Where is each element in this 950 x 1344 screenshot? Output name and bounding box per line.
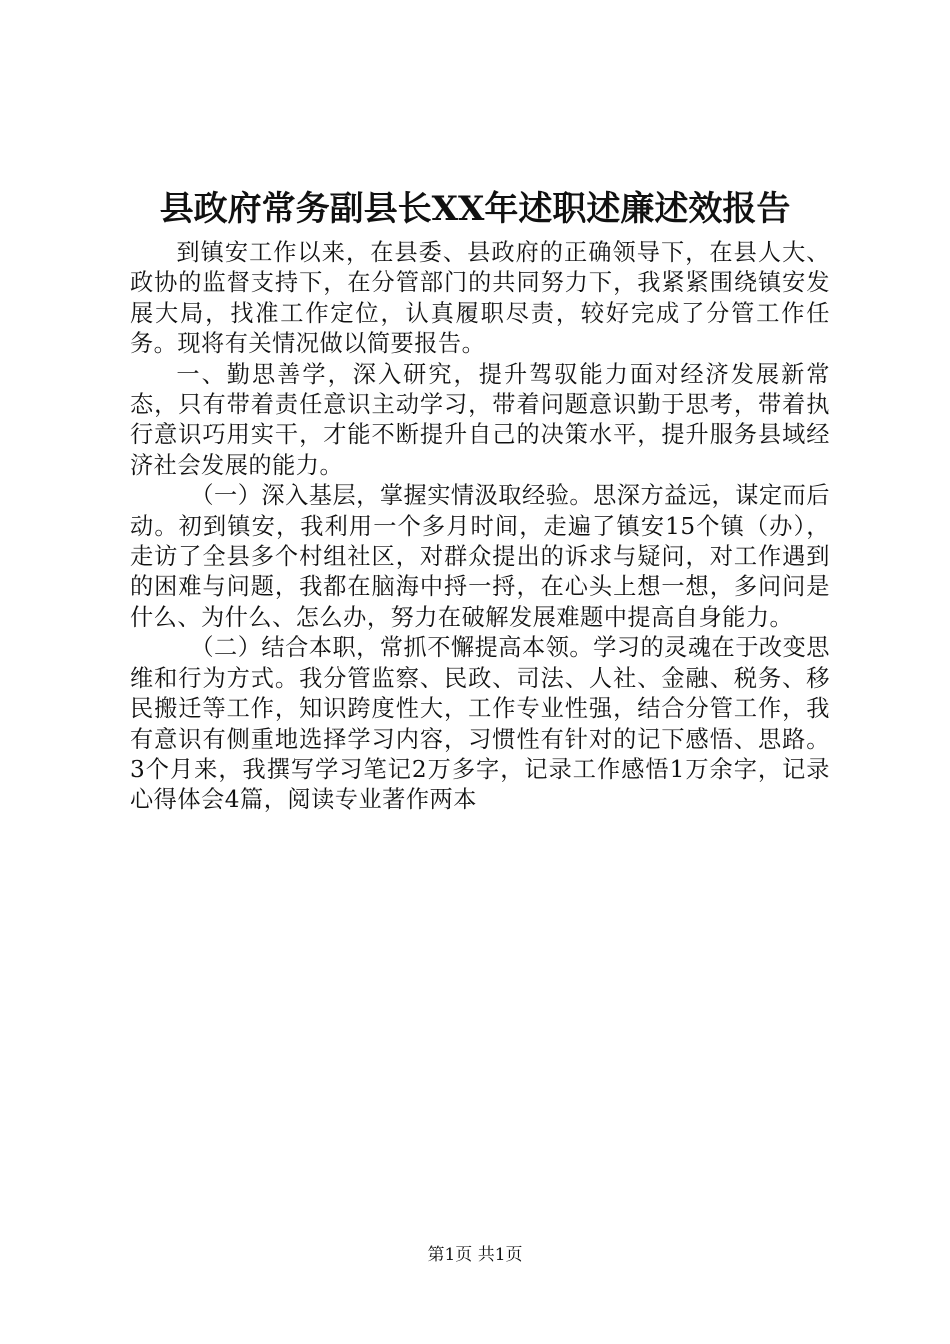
document-title: 县政府常务副县长XX年述职述廉述效报告 [159, 189, 791, 229]
paragraph-subsection-2: （二）结合本职，常抓不懈提高本领。学习的灵魂在于改变思维和行为方式。我分管监察、民政、司法、人社、金融、税务、移民搬迁等工作，知识跨度性大，工作专业性强，结合分管工作，我有意识有侧重地选择学习内容，习惯性有针对的记下感悟、思路。3个月来，我撰写学习笔记2万多字，记录工作感悟1万余字，记录心得体会4篇，阅读专业著作两本 [130, 634, 830, 814]
document-body [130, 238, 830, 816]
paragraph-subsection-1: （一）深入基层，掌握实情汲取经验。思深方益远，谋定而后动。初到镇安，我利用一个多月时间，走遍了镇安15个镇（办），走访了全县多个村组社区，对群众提出的诉求与疑问，对工作遇到的困难与问题，我都在脑海中捋一捋，在心头上想一想，多问问是什么、为什么、怎么办，努力在破解发展难题中提高自身能力。 [130, 482, 830, 631]
paragraph-intro: 到镇安工作以来，在县委、县政府的正确领导下，在县人大、政协的监督支持下，在分管部门的共同努力下，我紧紧围绕镇安发展大局，找准工作定位，认真履职尽责，较好完成了分管工作任务。现将有关情况做以简要报告。 [130, 239, 830, 358]
paragraph-section-1: 一、勤思善学，深入研究，提升驾驭能力面对经济发展新常态，只有带着责任意识主动学习，带着问题意识勤于思考，带着执行意识巧用实干，才能不断提升自己的决策水平，提升服务县域经济社会发展的能力。 [130, 360, 830, 479]
page-footer: 第1页 共1页 [427, 1245, 523, 1265]
